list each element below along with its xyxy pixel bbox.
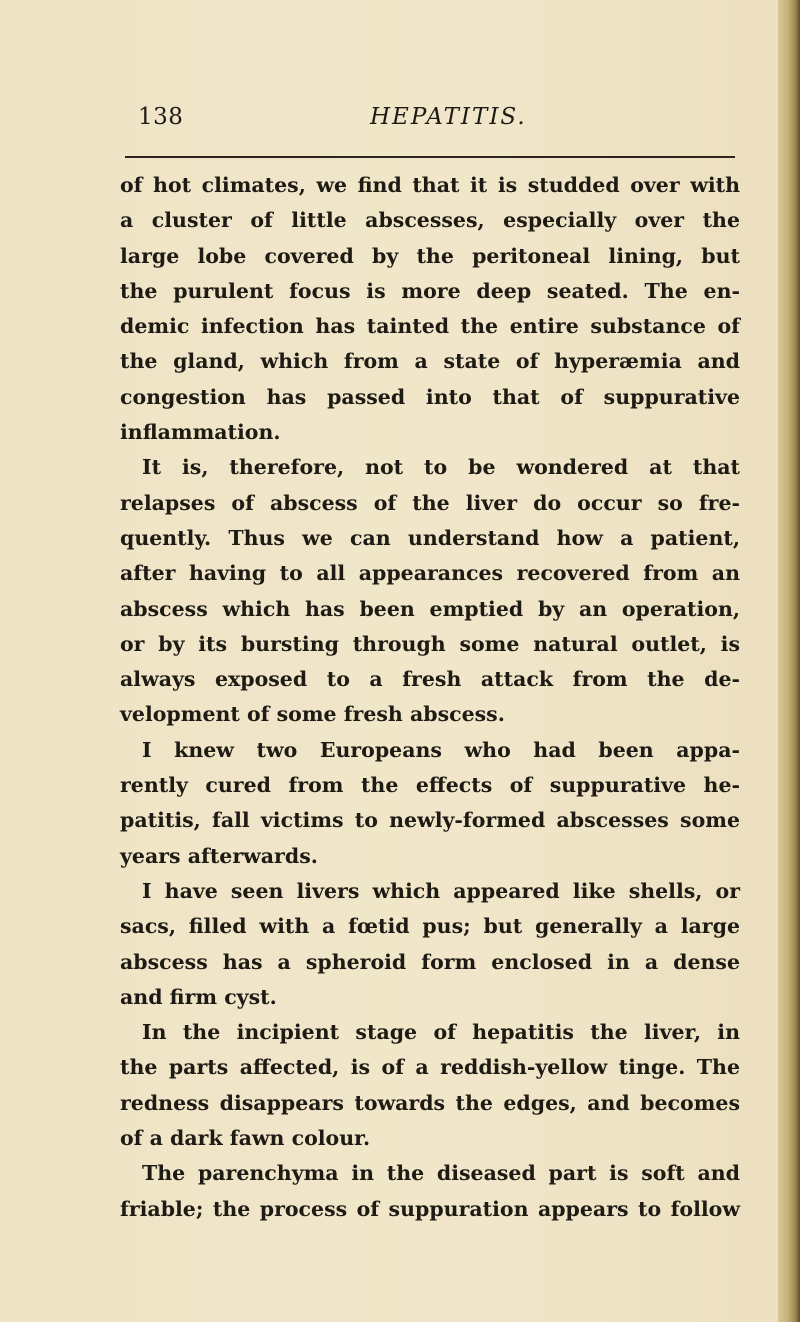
text-line: a cluster of little abscesses, especially over the — [120, 208, 740, 233]
text-line: years afterwards. — [120, 843, 318, 868]
text-line: and firm cyst. — [120, 984, 277, 1009]
page-number: 138 — [138, 104, 184, 130]
text-line: The parenchyma in the diseased part is soft and — [142, 1161, 740, 1186]
text-line: or by its bursting through some natural outlet, is — [120, 631, 740, 656]
text-line: redness disappears towards the edges, and becomes — [120, 1090, 740, 1115]
text-line: It is, therefore, not to be wondered at that — [142, 455, 740, 480]
running-head: HEPATITIS. — [370, 104, 527, 130]
text-line: demic infection has tainted the entire substance of — [120, 314, 740, 339]
header-rule — [125, 156, 735, 158]
text-line: relapses of abscess of the liver do occur so fre- — [120, 490, 740, 515]
text-line: of a dark fawn colour. — [120, 1126, 371, 1151]
text-line: after having to all appearances recovered from an — [120, 561, 740, 586]
text-line: friable; the process of suppuration appears to follow — [120, 1196, 740, 1221]
text-line: I knew two Europeans who had been appa- — [142, 737, 740, 762]
text-line: abscess has a spheroid form enclosed in a dense — [120, 949, 740, 974]
text-line: In the incipient stage of hepatitis the liver, in — [142, 1020, 740, 1045]
text-line: rently cured from the effects of suppurative he- — [120, 773, 740, 798]
text-line: always exposed to a fresh attack from the de- — [120, 667, 740, 692]
text-line: large lobe covered by the peritoneal lining, but — [120, 243, 740, 268]
text-line: congestion has passed into that of suppurative — [120, 384, 740, 409]
text-line: abscess which has been emptied by an operation, — [120, 596, 740, 621]
body-text — [120, 168, 740, 1227]
text-line: inflammation. — [120, 420, 281, 445]
text-line: I have seen livers which appeared like shells, or — [142, 878, 740, 903]
text-line: the gland, which from a state of hyperæmia and — [120, 349, 740, 374]
text-line: the purulent focus is more deep seated. The en- — [120, 278, 740, 303]
page-edge-shadow — [778, 0, 800, 1322]
text-line: sacs, filled with a fœtid pus; but generally a large — [120, 914, 740, 939]
text-line: quently. Thus we can understand how a patient, — [120, 525, 740, 550]
text-line: of hot climates, we find that it is studded over with — [120, 173, 740, 197]
text-line: patitis, fall victims to newly-formed abscesses some — [120, 808, 740, 833]
text-line: the parts affected, is of a reddish-yellow tinge. The — [120, 1055, 740, 1080]
page-header — [120, 104, 740, 144]
text-line: velopment of some fresh abscess. — [120, 702, 505, 727]
